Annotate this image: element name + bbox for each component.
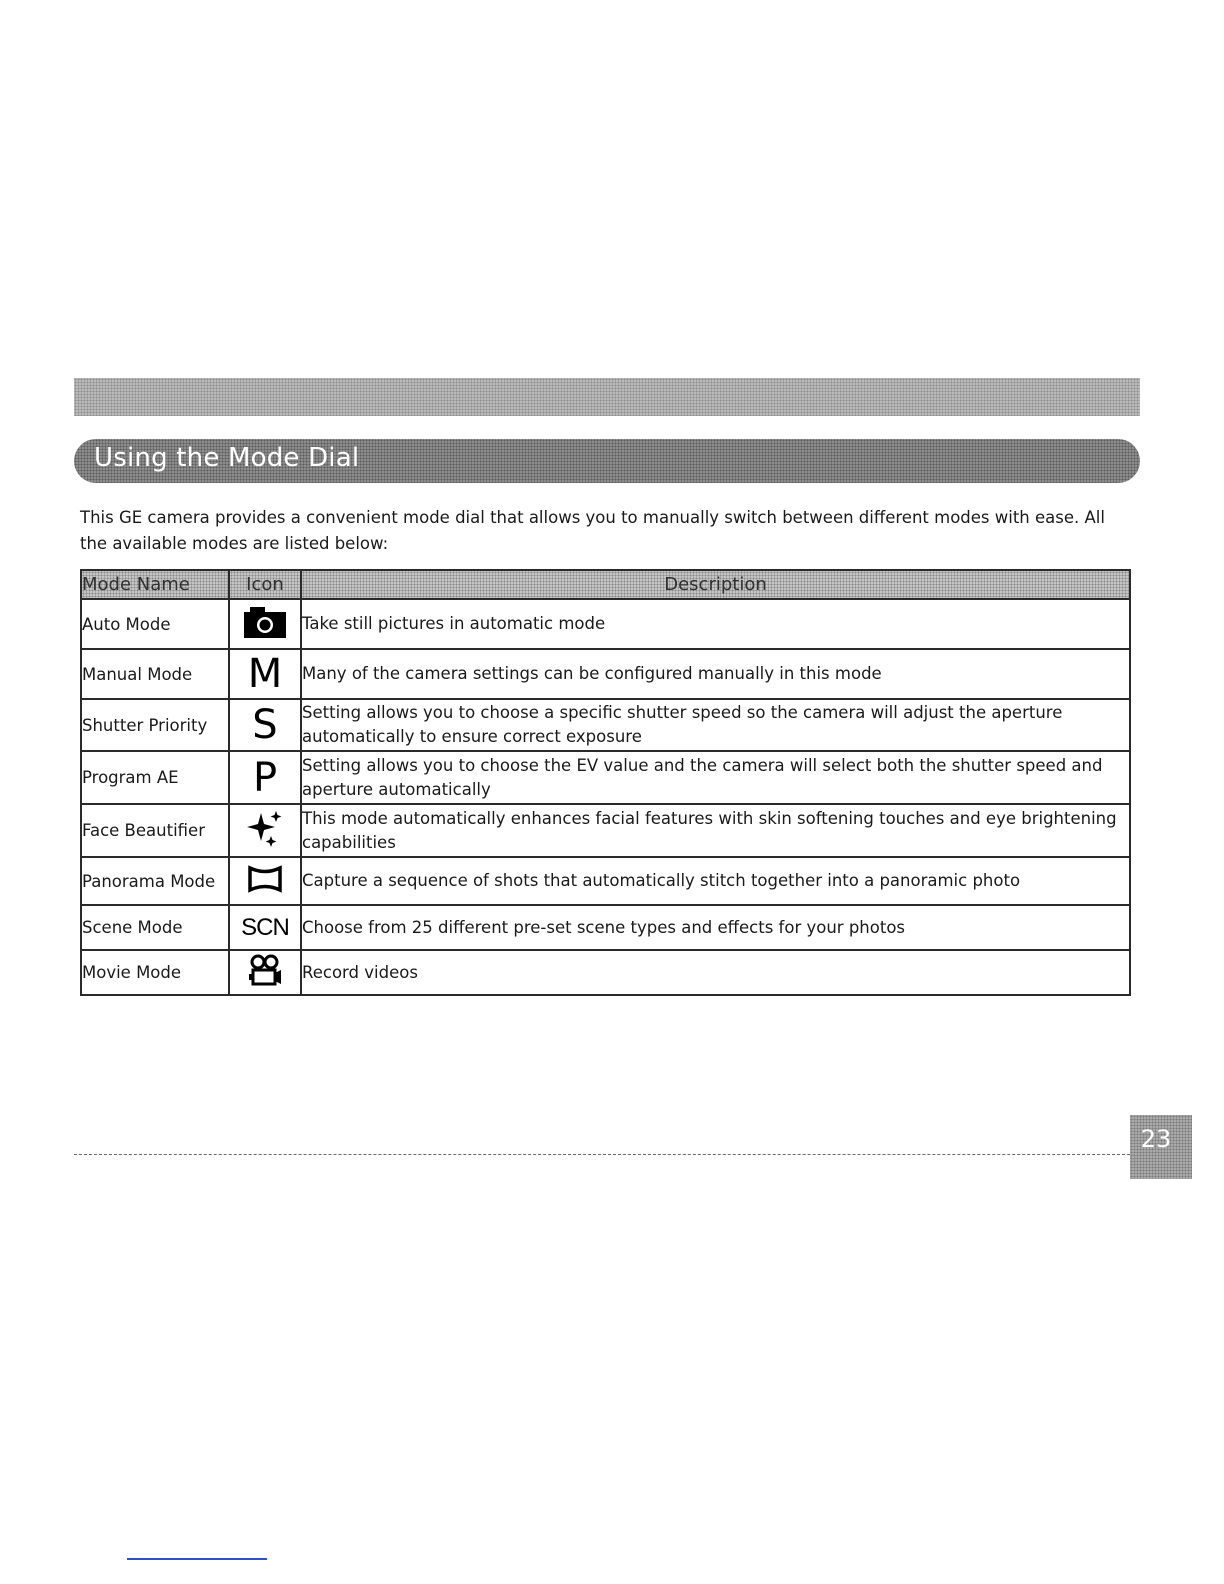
mode-table <box>80 569 1131 996</box>
column-header-mode-name: Mode Name <box>81 570 229 599</box>
mode-icon-cell <box>229 950 301 995</box>
table-row <box>81 751 1130 804</box>
header-band <box>74 378 1140 416</box>
mode-name: Scene Mode <box>81 905 229 950</box>
mode-icon-cell <box>229 699 301 751</box>
bottom-underline <box>127 1558 267 1560</box>
movie-camera-icon <box>247 973 283 992</box>
mode-name: Program AE <box>81 751 229 804</box>
mode-name: Manual Mode <box>81 649 229 699</box>
table-header-row <box>81 570 1130 599</box>
program-ae-icon: P <box>252 754 278 801</box>
table-row <box>81 699 1130 751</box>
footer-rule <box>74 1154 1130 1155</box>
page-number-box <box>1130 1115 1192 1179</box>
table-row <box>81 649 1130 699</box>
mode-description: Setting allows you to choose the EV value and the camera will select both the shutter speed and aperture automatically <box>301 751 1130 804</box>
section-title-bar <box>74 439 1140 483</box>
sparkle-icon <box>243 834 287 853</box>
mode-icon-cell <box>229 857 301 905</box>
mode-description: Setting allows you to choose a specific shutter speed so the camera will adjust the aperture automatically to ensure correct exposure <box>301 699 1130 751</box>
table-row <box>81 950 1130 995</box>
mode-description: Take still pictures in automatic mode <box>301 599 1130 649</box>
section-title: Using the Mode Dial <box>94 443 360 473</box>
mode-icon-cell <box>229 804 301 857</box>
table-row <box>81 857 1130 905</box>
mode-name: Auto Mode <box>81 599 229 649</box>
mode-description: This mode automatically enhances facial features with skin softening touches and eye brightening capabilities <box>301 804 1130 857</box>
mode-description: Many of the camera settings can be configured manually in this mode <box>301 649 1130 699</box>
mode-description: Record videos <box>301 950 1130 995</box>
scene-mode-icon: SCN <box>241 913 289 941</box>
panorama-icon <box>247 878 283 897</box>
manual-mode-icon: M <box>247 651 283 697</box>
column-header-icon: Icon <box>229 570 301 599</box>
mode-description: Choose from 25 different pre-set scene types and effects for your photos <box>301 905 1130 950</box>
table-row <box>81 599 1130 649</box>
camera-icon <box>243 624 287 643</box>
mode-name: Panorama Mode <box>81 857 229 905</box>
mode-icon-cell <box>229 649 301 699</box>
mode-description: Capture a sequence of shots that automatically stitch together into a panoramic photo <box>301 857 1130 905</box>
table-row <box>81 905 1130 950</box>
shutter-priority-icon: S <box>252 702 278 748</box>
mode-name: Shutter Priority <box>81 699 229 751</box>
page-number: 23 <box>1140 1125 1172 1153</box>
mode-icon-cell <box>229 599 301 649</box>
mode-icon-cell <box>229 905 301 950</box>
mode-icon-cell <box>229 751 301 804</box>
mode-name: Movie Mode <box>81 950 229 995</box>
mode-name: Face Beautifier <box>81 804 229 857</box>
intro-paragraph: This GE camera provides a convenient mode dial that allows you to manually switch between different modes with ease. All the available modes are listed below: <box>80 508 1105 553</box>
table-row <box>81 804 1130 857</box>
column-header-description: Description <box>301 570 1130 599</box>
